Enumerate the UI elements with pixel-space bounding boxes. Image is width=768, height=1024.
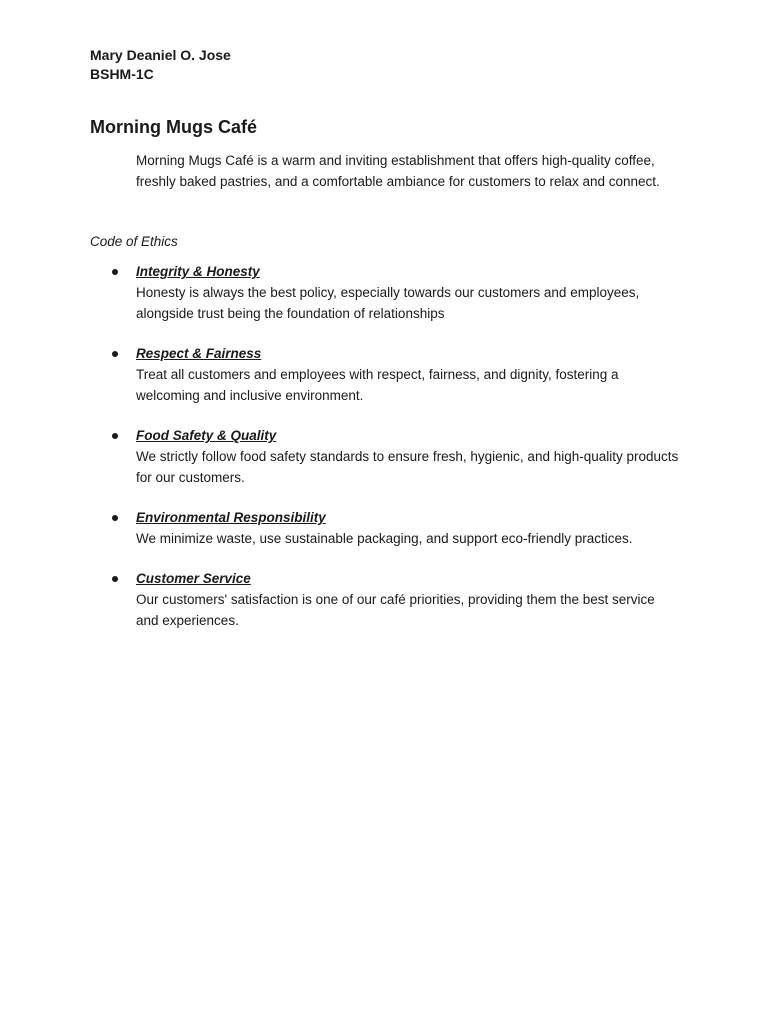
ethics-body: Treat all customers and employees with respect, fairness, and dignity, fostering a welcoming and inclusive environment.	[136, 367, 619, 403]
ethics-heading: Integrity & Honesty	[136, 264, 260, 279]
document-title: Morning Mugs Café	[90, 117, 257, 137]
ethics-heading: Environmental Responsibility	[136, 510, 326, 525]
ethics-heading: Respect & Fairness	[136, 346, 262, 361]
ethics-item	[0, 508, 681, 549]
bullet-icon	[112, 433, 118, 439]
author-section: BSHM-1C	[90, 66, 154, 82]
ethics-item	[0, 569, 681, 631]
ethics-heading: Food Safety & Quality	[136, 428, 277, 443]
bullet-icon	[112, 576, 118, 582]
intro-paragraph: Morning Mugs Café is a warm and inviting establishment that offers high-quality coffee, freshly baked pastries, and a comfortable ambiance for customers to relax and connect.	[136, 153, 660, 189]
ethics-item	[0, 426, 681, 488]
ethics-body: We minimize waste, use sustainable packaging, and support eco-friendly practices.	[136, 531, 633, 546]
bullet-icon	[112, 515, 118, 521]
section-label: Code of Ethics	[90, 234, 178, 249]
bullet-icon	[112, 269, 118, 275]
ethics-list	[0, 262, 768, 651]
author-name: Mary Deaniel O. Jose	[90, 47, 231, 63]
author-block	[90, 46, 231, 84]
ethics-item	[0, 262, 681, 324]
ethics-body: Honesty is always the best policy, especially towards our customers and employees, alongside trust being the foundation of relationships	[136, 285, 640, 321]
ethics-heading: Customer Service	[136, 571, 251, 586]
ethics-body: Our customers' satisfaction is one of our café priorities, providing them the best service and experiences.	[136, 592, 655, 628]
bullet-icon	[112, 351, 118, 357]
ethics-body: We strictly follow food safety standards to ensure fresh, hygienic, and high-quality products for our customers.	[136, 449, 679, 485]
ethics-item	[0, 344, 681, 406]
